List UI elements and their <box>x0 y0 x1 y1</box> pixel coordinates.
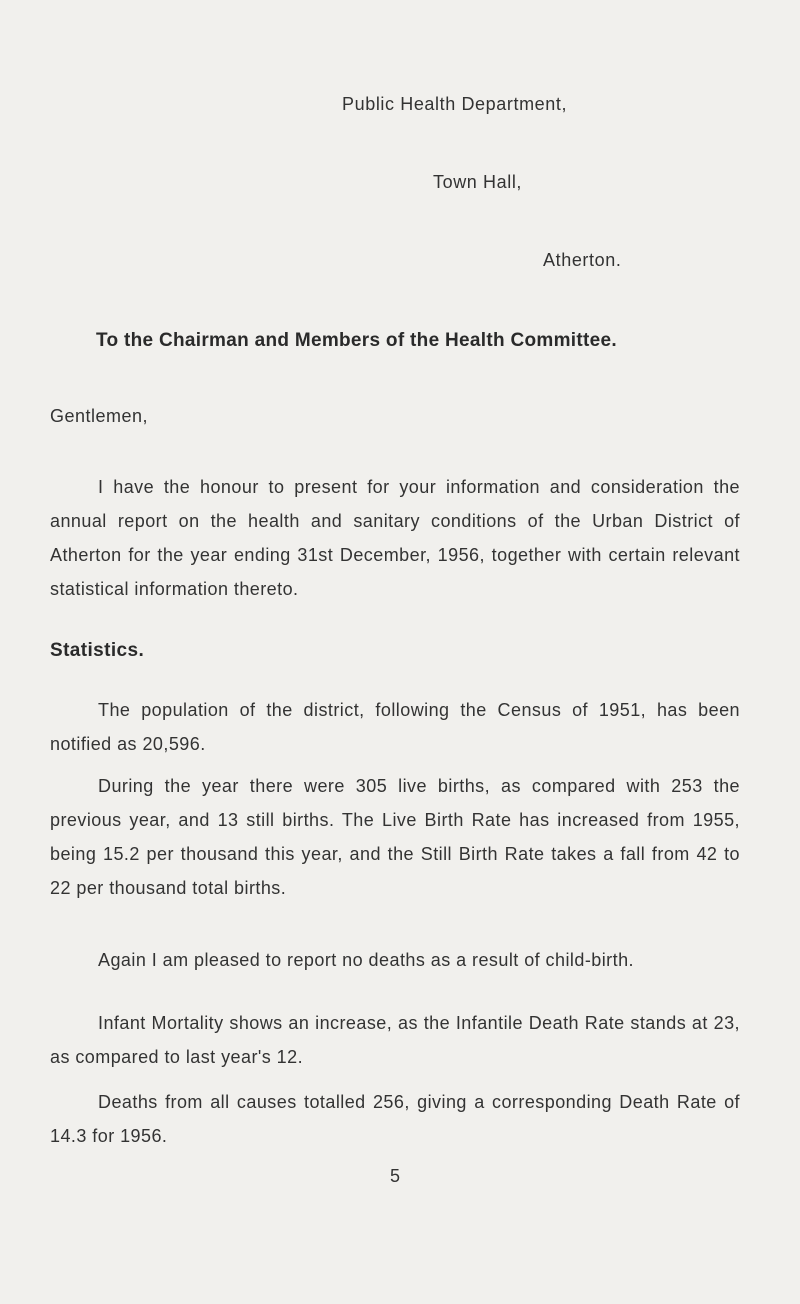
paragraph-infant-mortality: Infant Mortality shows an increase, as the Infantile Death Rate stands at 23, as compared to last year's 12. <box>50 1013 740 1067</box>
greeting: Gentlemen, <box>50 406 149 426</box>
paragraph-population: The population of the district, following the Census of 1951, has been notified as 20,596. <box>50 700 740 754</box>
intro-paragraph: I have the honour to present for your information and consideration the annual report on the health and sanitary conditions of the Urban District of Atherton for the year ending 31st December, 1956, together with certain relevant statistical information thereto. <box>50 477 740 599</box>
page-number: 5 <box>390 1166 401 1186</box>
address-department: Public Health Department, <box>342 94 568 114</box>
paragraph-births: During the year there were 305 live births, as compared with 253 the previous year, and 13 still births. The Live Birth Rate has increased from 1955, being 15.2 per thousand this year, and the Still Birth Rate takes a fall from 42 to 22 per thousand total births. <box>50 776 740 898</box>
section-heading-statistics: Statistics. <box>50 640 145 661</box>
address-town: Atherton. <box>543 250 622 270</box>
paragraph-death-rate: Deaths from all causes totalled 256, giving a corresponding Death Rate of 14.3 for 1956. <box>50 1092 740 1146</box>
paragraph-maternal-deaths: Again I am pleased to report no deaths as a result of child-birth. <box>98 950 634 970</box>
salutation-heading: To the Chairman and Members of the Health Committee. <box>96 330 617 351</box>
address-building: Town Hall, <box>433 172 523 192</box>
